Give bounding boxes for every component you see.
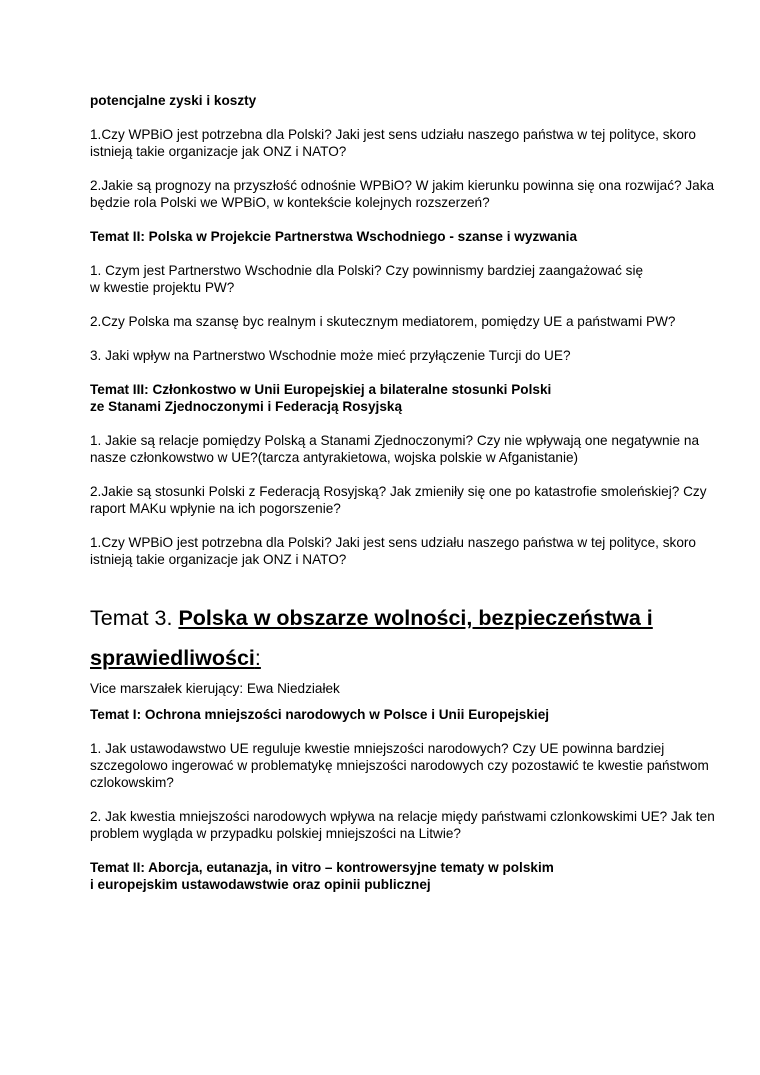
- text-line: czlokowskim?: [90, 775, 174, 790]
- section-title-continued: [90, 645, 680, 671]
- section-title-colon: :: [254, 646, 261, 670]
- text-line: będzie rola Polski we WPBiO, w kontekście kolejnych rozszerzeń?: [90, 195, 490, 210]
- question-paragraph: [90, 808, 715, 842]
- topic-heading: Temat II: Polska w Projekcie Partnerstwa Wschodniego - szanse i wyzwania: [90, 229, 578, 244]
- topic-heading: [90, 381, 680, 415]
- text-line: w kwestie projektu PW?: [90, 280, 235, 295]
- text-line: 1. Czym jest Partnerstwo Wschodnie dla Polski? Czy powinnismy bardziej zaangażować się: [90, 263, 644, 278]
- question-paragraph: [90, 740, 709, 791]
- question-paragraph: [90, 126, 696, 160]
- text-line: 1.Czy WPBiO jest potrzebna dla Polski? Jaki jest sens udziału naszego państwa w tej polityce, skoro: [90, 535, 696, 550]
- vice-marshal-line: Vice marszałek kierujący: Ewa Niedziałek: [90, 681, 340, 696]
- text-line: 1. Jak ustawodawstwo UE reguluje kwestie mniejszości narodowych? Czy UE powinna bardziej: [90, 741, 665, 756]
- text-line: istnieją takie organizacje jak ONZ i NATO?: [90, 144, 347, 159]
- text-line: 1. Jakie są relacje pomiędzy Polską a Stanami Zjednoczonymi? Czy nie wpływają one negatywnie na: [90, 433, 700, 448]
- text-line: 2. Jak kwestia mniejszości narodowych wpływa na relacje międy państwami czlonkowskimi UE? Jak ten: [90, 809, 715, 824]
- text-line: Temat III: Członkostwo w Unii Europejskiej a bilateralne stosunki Polski: [90, 382, 552, 397]
- text-line: 2.Jakie są prognozy na przyszłość odnośnie WPBiO? W jakim kierunku powinna się ona rozwijać? Jaka: [90, 178, 715, 193]
- question-paragraph: [90, 483, 707, 517]
- text-line: i europejskim ustawodawstwie oraz opinii publicznej: [90, 877, 431, 892]
- text-line: Temat II: Aborcja, eutanazja, in vitro – kontrowersyjne tematy w polskim: [90, 860, 554, 875]
- question-paragraph: 3. Jaki wpływ na Partnerstwo Wschodnie może mieć przyłączenie Turcji do UE?: [90, 348, 571, 363]
- question-paragraph: 2.Czy Polska ma szansę byc realnym i skutecznym mediatorem, pomiędzy UE a państwami PW?: [90, 314, 676, 329]
- text-line: istnieją takie organizacje jak ONZ i NATO?: [90, 552, 347, 567]
- question-paragraph: [90, 534, 696, 568]
- text-line: nasze członkowstwo w UE?(tarcza antyrakietowa, wojska polskie w Afganistanie): [90, 450, 579, 465]
- section-title: [90, 605, 680, 631]
- text-line: raport MAKu wpłynie na ich pogorszenie?: [90, 501, 341, 516]
- question-paragraph: [90, 432, 700, 466]
- text-line: 2.Jakie są stosunki Polski z Federacją Rosyjską? Jak zmieniły się one po katastrofie smoleńskiej? Czy: [90, 484, 707, 499]
- question-paragraph: [90, 177, 715, 211]
- document-body: [90, 92, 715, 893]
- section-title-main: Polska w obszarze wolności, bezpieczeństwa i: [178, 606, 653, 630]
- topic-heading: [90, 859, 680, 893]
- text-line: 1.Czy WPBiO jest potrzebna dla Polski? Jaki jest sens udziału naszego państwa w tej polityce, skoro: [90, 127, 696, 142]
- topic-heading: Temat I: Ochrona mniejszości narodowych w Polsce i Unii Europejskiej: [90, 707, 550, 722]
- text-line: problem wygląda w przypadku polskiej mniejszości na Litwie?: [90, 826, 461, 841]
- section-title-prefix: Temat 3.: [90, 606, 179, 630]
- section-subheading: potencjalne zyski i koszty: [90, 93, 257, 108]
- section-title-main: sprawiedliwości: [90, 646, 255, 670]
- text-line: ze Stanami Zjednoczonymi i Federacją Rosyjską: [90, 399, 403, 414]
- text-line: szczegolowo ingerować w problematykę mniejszości narodowych czy pozostawić te kwestie państwom: [90, 758, 709, 773]
- question-paragraph: [90, 262, 680, 296]
